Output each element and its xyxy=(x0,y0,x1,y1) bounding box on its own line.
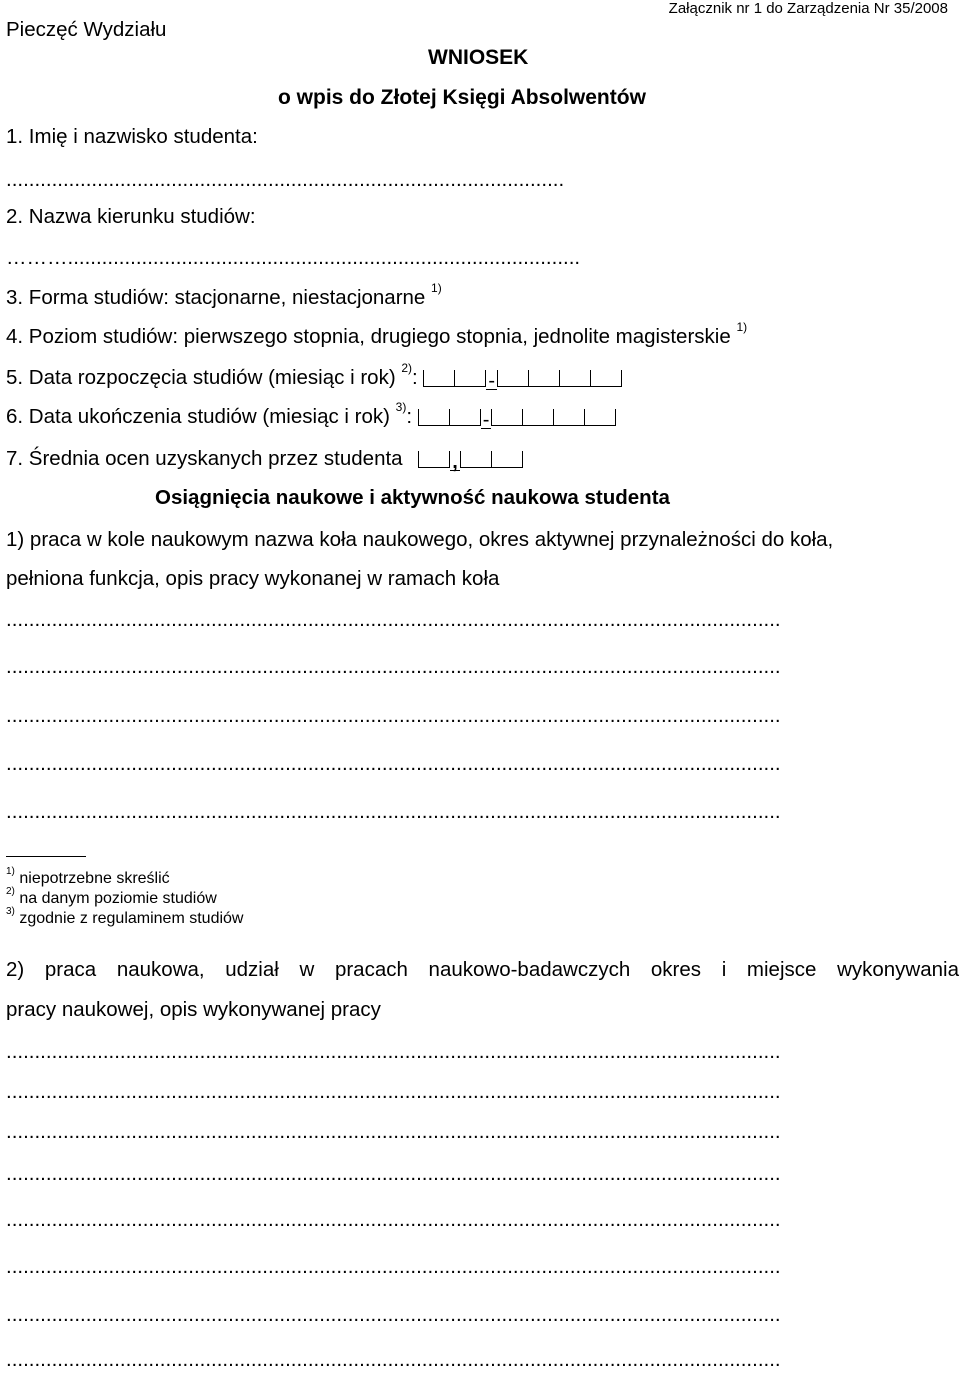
document-subtitle: o wpis do Złotej Księgi Absolwentów xyxy=(278,86,646,109)
item2-description-line1: 2) praca naukowa, udział w pracach naukowo-badawczych okres i miejsce wykonywania xyxy=(6,958,959,981)
colon: : xyxy=(412,366,418,389)
answer-line[interactable]: ........................................................................................................................................ xyxy=(6,704,781,727)
footnote-1 xyxy=(6,866,170,888)
student-name-label: 1. Imię i nazwisko studenta: xyxy=(6,125,258,148)
answer-line[interactable]: ........................................................................................................................................ xyxy=(6,1303,781,1326)
footnote-ref: 2) xyxy=(401,361,413,375)
footnote-divider xyxy=(6,856,86,857)
item1-description-line1: 1) praca w kole naukowym nazwa koła naukowego, okres aktywnej przynależności do koła, xyxy=(6,528,834,551)
answer-line[interactable]: ........................................................................................................................................ xyxy=(6,800,781,823)
footnote-text: na danym poziomie studiów xyxy=(19,890,217,907)
study-form-row xyxy=(6,281,442,310)
footnote-ref: 1) xyxy=(431,281,442,295)
answer-line[interactable]: ........................................................................................................................................ xyxy=(6,1208,781,1231)
year-digit-box[interactable] xyxy=(591,370,622,387)
start-date-boxes[interactable] xyxy=(423,367,622,390)
footnote-ref: 3) xyxy=(395,400,407,414)
end-date-boxes[interactable] xyxy=(418,406,617,429)
footnote-mark: 3) xyxy=(6,906,15,917)
major-field[interactable]: ……….......................................................................................... xyxy=(6,246,581,269)
date-separator: - xyxy=(482,409,490,431)
attachment-note: Załącznik nr 1 do Zarządzenia Nr 35/2008 xyxy=(668,0,948,17)
grade-digit-box[interactable] xyxy=(492,451,523,468)
answer-line[interactable]: ........................................................................................................................................ xyxy=(6,1080,781,1103)
answer-line[interactable]: ........................................................................................................................................ xyxy=(6,1040,781,1063)
answer-line[interactable]: ........................................................................................................................................ xyxy=(6,1255,781,1278)
footnote-3 xyxy=(6,906,244,928)
month-digit-box[interactable] xyxy=(450,409,481,426)
study-level-label: 4. Poziom studiów: pierwszego stopnia, drugiego stopnia, jednolite magisterskie xyxy=(6,325,731,348)
year-digit-box[interactable] xyxy=(585,409,616,426)
date-separator: - xyxy=(488,370,496,392)
answer-line[interactable]: ........................................................................................................................................ xyxy=(6,655,781,678)
end-date-label: 6. Data ukończenia studiów (miesiąc i rok) xyxy=(6,405,390,428)
colon: : xyxy=(406,405,413,428)
achievements-heading: Osiągnięcia naukowe i aktywność naukowa studenta xyxy=(155,486,670,509)
answer-line[interactable]: ........................................................................................................................................ xyxy=(6,1120,781,1143)
grade-digit-box[interactable] xyxy=(460,451,492,468)
footnote-2 xyxy=(6,886,217,908)
end-date-row xyxy=(6,400,616,431)
footnote-text: niepotrzebne skreślić xyxy=(19,870,170,887)
start-date-label: 5. Data rozpoczęcia studiów (miesiąc i rok) xyxy=(6,366,396,389)
answer-line[interactable]: ........................................................................................................................................ xyxy=(6,1348,781,1371)
faculty-stamp-label: Pieczęć Wydziału xyxy=(6,18,167,41)
grade-digit-box[interactable] xyxy=(418,451,450,468)
year-digit-box[interactable] xyxy=(529,370,560,387)
document-title: WNIOSEK xyxy=(428,46,529,69)
item1-description-line2: pełniona funkcja, opis pracy wykonanej w ramach koła xyxy=(6,567,500,590)
grade-average-row xyxy=(6,447,523,471)
footnote-mark: 1) xyxy=(6,866,15,877)
answer-line[interactable]: ........................................................................................................................................ xyxy=(6,752,781,775)
study-level-row xyxy=(6,320,748,349)
footnote-mark: 2) xyxy=(6,886,15,897)
major-label: 2. Nazwa kierunku studiów: xyxy=(6,205,256,228)
year-digit-box[interactable] xyxy=(491,409,523,426)
student-name-field[interactable]: .................................................................................................. xyxy=(6,168,565,191)
grade-average-label: 7. Średnia ocen uzyskanych przez studenta xyxy=(6,447,403,470)
year-digit-box[interactable] xyxy=(523,409,554,426)
year-digit-box[interactable] xyxy=(560,370,591,387)
decimal-separator: , xyxy=(452,451,458,473)
answer-line[interactable]: ........................................................................................................................................ xyxy=(6,1162,781,1185)
year-digit-box[interactable] xyxy=(497,370,529,387)
item2-description-line2: pracy naukowej, opis wykonywanej pracy xyxy=(6,998,381,1021)
month-digit-box[interactable] xyxy=(418,409,450,426)
month-digit-box[interactable] xyxy=(423,370,455,387)
answer-line[interactable]: ........................................................................................................................................ xyxy=(6,608,781,631)
month-digit-box[interactable] xyxy=(455,370,486,387)
start-date-row xyxy=(6,361,622,392)
footnote-text: zgodnie z regulaminem studiów xyxy=(19,910,244,927)
grade-average-boxes[interactable] xyxy=(418,448,523,471)
footnote-ref: 1) xyxy=(736,320,748,334)
study-form-label: 3. Forma studiów: stacjonarne, niestacjonarne xyxy=(6,286,426,309)
year-digit-box[interactable] xyxy=(554,409,585,426)
